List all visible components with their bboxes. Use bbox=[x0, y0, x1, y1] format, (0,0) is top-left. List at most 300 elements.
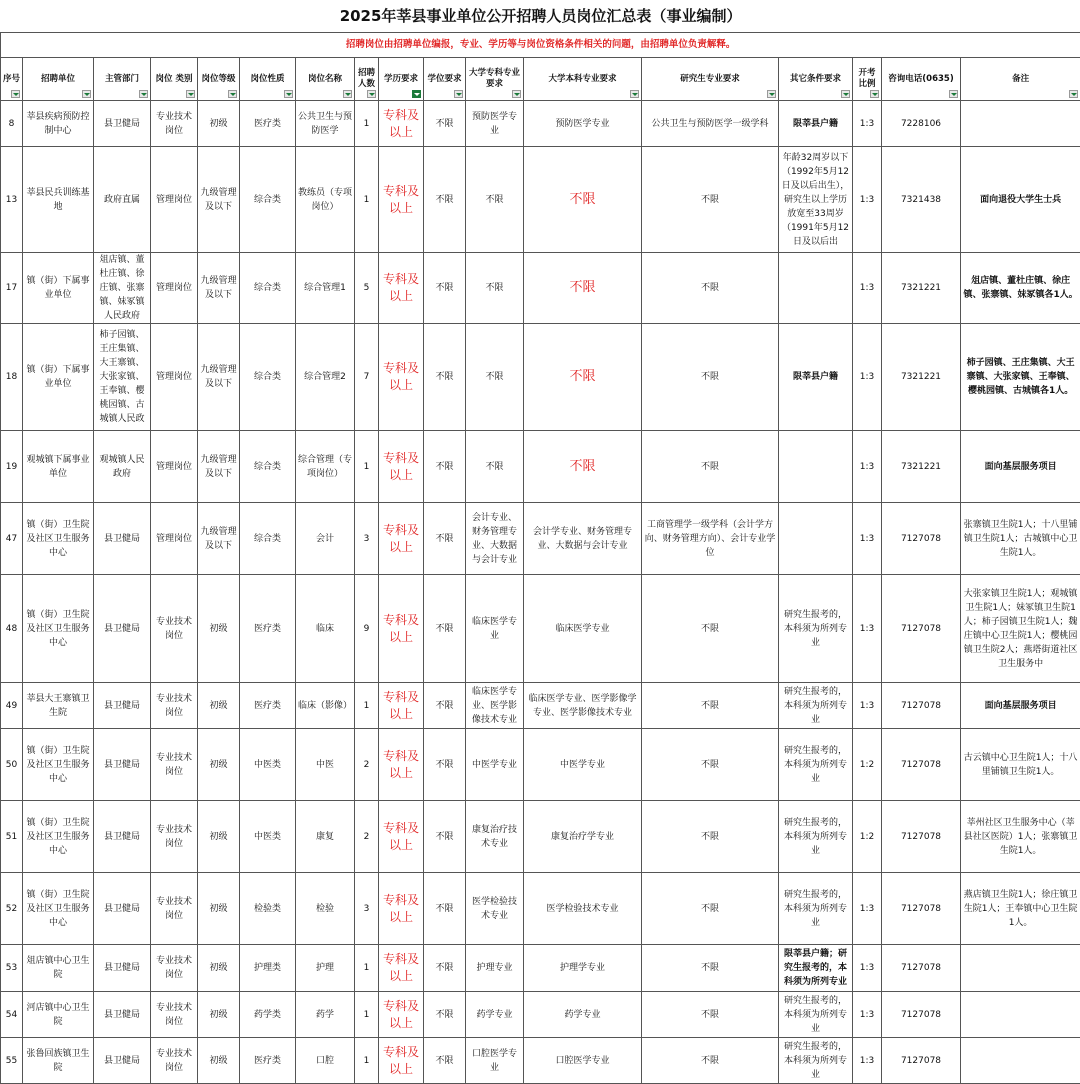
filter-dropdown-icon[interactable] bbox=[512, 90, 521, 98]
table-cell: 县卫健局 bbox=[94, 1038, 151, 1084]
table-cell: 不限 bbox=[424, 683, 466, 729]
table-cell: 不限 bbox=[424, 147, 466, 253]
table-cell: 九级管理及以下 bbox=[198, 503, 240, 575]
table-cell: 专科及以上 bbox=[379, 873, 424, 945]
header-cell bbox=[779, 58, 853, 101]
header-label: 岗位等级 bbox=[201, 74, 235, 84]
filter-dropdown-icon[interactable] bbox=[367, 90, 376, 98]
table-cell: 县卫健局 bbox=[94, 101, 151, 147]
table-cell bbox=[779, 503, 853, 575]
header-cell bbox=[424, 58, 466, 101]
table-cell: 专科及以上 bbox=[379, 1038, 424, 1084]
table-cell: 7321221 bbox=[882, 431, 961, 503]
notice-text: 招聘岗位由招聘单位编报，专业、学历等与岗位资格条件相关的问题，由招聘单位负责解释。 bbox=[1, 33, 1080, 58]
table-cell: 不限 bbox=[424, 873, 466, 945]
table-cell: 1 bbox=[355, 147, 379, 253]
table-cell: 不限 bbox=[424, 945, 466, 992]
header-cell bbox=[961, 58, 1080, 101]
header-label: 研究生专业要求 bbox=[680, 74, 740, 84]
table-cell: 1:3 bbox=[853, 324, 882, 431]
table-cell: 1 bbox=[355, 683, 379, 729]
table-cell: 初级 bbox=[198, 992, 240, 1038]
table-cell: 大张家镇卫生院1人；观城镇卫生院1人；妹冢镇卫生院1人；柿子园镇卫生院1人；魏庄镇中心卫生院1人；樱桃园镇卫生院2人；燕塔街道社区卫生服务中 bbox=[961, 575, 1080, 683]
filter-dropdown-icon[interactable] bbox=[228, 90, 237, 98]
table-cell: 不限 bbox=[424, 575, 466, 683]
table-cell: 莘州社区卫生服务中心（莘县社区医院）1人；张寨镇卫生院1人。 bbox=[961, 801, 1080, 873]
table-cell: 莘县民兵训练基地 bbox=[23, 147, 94, 253]
table-cell: 俎店镇中心卫生院 bbox=[23, 945, 94, 992]
table-cell: 初级 bbox=[198, 945, 240, 992]
table-cell: 公共卫生与预防医学 bbox=[296, 101, 355, 147]
table-cell: 观城镇人民政府 bbox=[94, 431, 151, 503]
table-cell: 限莘县户籍；研究生报考的，本科须为所列专业 bbox=[779, 945, 853, 992]
filter-dropdown-icon[interactable] bbox=[841, 90, 850, 98]
table-cell: 面向退役大学生士兵 bbox=[961, 147, 1080, 253]
table-cell: 管理岗位 bbox=[151, 324, 198, 431]
table-cell: 研究生报考的，本科须为所列专业 bbox=[779, 683, 853, 729]
table-cell: 1:3 bbox=[853, 992, 882, 1038]
table-row bbox=[1, 729, 1080, 801]
table-cell: 54 bbox=[1, 992, 23, 1038]
table-cell: 专科及以上 bbox=[379, 324, 424, 431]
filter-dropdown-icon[interactable] bbox=[186, 90, 195, 98]
table-cell: 1:3 bbox=[853, 503, 882, 575]
table-cell: 综合类 bbox=[240, 503, 296, 575]
header-label: 备注 bbox=[1012, 74, 1029, 84]
table-cell: 医疗类 bbox=[240, 1038, 296, 1084]
table-cell: 初级 bbox=[198, 683, 240, 729]
filter-dropdown-icon[interactable] bbox=[11, 90, 20, 98]
table-cell: 7127078 bbox=[882, 1038, 961, 1084]
header-cell bbox=[23, 58, 94, 101]
table-cell: 48 bbox=[1, 575, 23, 683]
table-row bbox=[1, 992, 1080, 1038]
table-cell: 47 bbox=[1, 503, 23, 575]
table-cell: 研究生报考的，本科须为所列专业 bbox=[779, 1038, 853, 1084]
table-cell: 53 bbox=[1, 945, 23, 992]
table-cell: 年龄32周岁以下（1992年5月12日及以后出生），研究生以上学历放宽至33周岁（1991年5月12日及以后出 bbox=[779, 147, 853, 253]
header-label: 岗位名称 bbox=[308, 74, 342, 84]
table-cell: 综合类 bbox=[240, 147, 296, 253]
table-cell: 不限 bbox=[424, 503, 466, 575]
table-cell: 县卫健局 bbox=[94, 945, 151, 992]
table-cell: 专业技术岗位 bbox=[151, 101, 198, 147]
table-cell: 7127078 bbox=[882, 945, 961, 992]
table-cell: 柿子园镇、王庄集镇、大王寨镇、大张家镇、王奉镇、樱桃园镇、古城镇各1人。 bbox=[961, 324, 1080, 431]
table-cell: 临床 bbox=[296, 575, 355, 683]
table-cell: 综合管理（专项岗位） bbox=[296, 431, 355, 503]
table-cell: 1:3 bbox=[853, 147, 882, 253]
table-cell: 医疗类 bbox=[240, 683, 296, 729]
table-cell: 综合类 bbox=[240, 253, 296, 324]
header-cell bbox=[151, 58, 198, 101]
table-cell: 管理岗位 bbox=[151, 503, 198, 575]
table-cell: 不限 bbox=[642, 253, 779, 324]
table-cell: 不限 bbox=[642, 147, 779, 253]
table-cell: 8 bbox=[1, 101, 23, 147]
table-cell: 研究生报考的，本科须为所列专业 bbox=[779, 801, 853, 873]
table-cell: 52 bbox=[1, 873, 23, 945]
table-cell: 中医学专业 bbox=[524, 729, 642, 801]
table-cell: 俎店镇、董杜庄镇、徐庄镇、张寨镇、妹冢镇各1人。 bbox=[961, 253, 1080, 324]
table-cell: 1 bbox=[355, 101, 379, 147]
table-cell: 7228106 bbox=[882, 101, 961, 147]
table-cell: 九级管理及以下 bbox=[198, 253, 240, 324]
table-cell: 5 bbox=[355, 253, 379, 324]
table-cell: 管理岗位 bbox=[151, 147, 198, 253]
table-cell: 2 bbox=[355, 801, 379, 873]
table-cell: 县卫健局 bbox=[94, 801, 151, 873]
table-cell bbox=[779, 253, 853, 324]
header-label: 岗位 类别 bbox=[156, 74, 193, 84]
table-row bbox=[1, 147, 1080, 253]
table-cell: 7127078 bbox=[882, 683, 961, 729]
table-cell: 专业技术岗位 bbox=[151, 945, 198, 992]
table-cell: 工商管理学一级学科（会计学方向、财务管理方向）、会计专业学位 bbox=[642, 503, 779, 575]
table-cell: 1:3 bbox=[853, 101, 882, 147]
table-row bbox=[1, 101, 1080, 147]
table-cell: 药学专业 bbox=[466, 992, 524, 1038]
table-row bbox=[1, 575, 1080, 683]
header-cell bbox=[94, 58, 151, 101]
table-cell: 7127078 bbox=[882, 503, 961, 575]
table-cell: 俎店镇、董杜庄镇、徐庄镇、张寨镇、妹冢镇人民政府 bbox=[94, 253, 151, 324]
table-cell: 专科及以上 bbox=[379, 101, 424, 147]
table-cell: 7321438 bbox=[882, 147, 961, 253]
table-cell: 古云镇中心卫生院1人；十八里铺镇卫生院1人。 bbox=[961, 729, 1080, 801]
table-cell: 临床医学专业、医学影像技术专业 bbox=[466, 683, 524, 729]
table-cell: 3 bbox=[355, 503, 379, 575]
table-cell: 镇（街）卫生院及社区卫生服务中心 bbox=[23, 575, 94, 683]
table-cell: 初级 bbox=[198, 101, 240, 147]
header-cell bbox=[296, 58, 355, 101]
header-row bbox=[1, 58, 1080, 101]
table-cell: 7127078 bbox=[882, 575, 961, 683]
table-cell: 县卫健局 bbox=[94, 575, 151, 683]
table-cell: 限莘县户籍 bbox=[779, 324, 853, 431]
page-title: 2025年莘县事业单位公开招聘人员岗位汇总表（事业编制） bbox=[1, 0, 1080, 33]
header-label: 学历要求 bbox=[384, 74, 418, 84]
table-cell: 专科及以上 bbox=[379, 945, 424, 992]
table-row bbox=[1, 324, 1080, 431]
table-cell: 康复治疗学专业 bbox=[524, 801, 642, 873]
table-cell: 不限 bbox=[642, 1038, 779, 1084]
table-cell: 不限 bbox=[642, 575, 779, 683]
table-cell: 管理岗位 bbox=[151, 431, 198, 503]
filter-dropdown-icon[interactable] bbox=[949, 90, 958, 98]
header-cell bbox=[642, 58, 779, 101]
table-cell: 康复治疗技术专业 bbox=[466, 801, 524, 873]
filter-dropdown-icon[interactable] bbox=[82, 90, 91, 98]
table-cell: 专科及以上 bbox=[379, 729, 424, 801]
table-cell bbox=[779, 431, 853, 503]
table-cell: 不限 bbox=[524, 253, 642, 324]
table-cell: 柿子园镇、王庄集镇、大王寨镇、大张家镇、王奉镇、樱桃园镇、古城镇人民政 bbox=[94, 324, 151, 431]
table-cell: 1:3 bbox=[853, 253, 882, 324]
table-cell: 不限 bbox=[524, 147, 642, 253]
table-cell: 3 bbox=[355, 873, 379, 945]
table-cell: 河店镇中心卫生院 bbox=[23, 992, 94, 1038]
table-cell bbox=[961, 101, 1080, 147]
table-cell: 专科及以上 bbox=[379, 801, 424, 873]
header-cell bbox=[524, 58, 642, 101]
filter-dropdown-icon[interactable] bbox=[343, 90, 352, 98]
header-label: 主管部门 bbox=[105, 74, 139, 84]
table-row bbox=[1, 945, 1080, 992]
table-cell: 综合管理1 bbox=[296, 253, 355, 324]
header-cell bbox=[1, 58, 23, 101]
table-cell: 初级 bbox=[198, 1038, 240, 1084]
table-cell: 药学专业 bbox=[524, 992, 642, 1038]
header-label: 招聘单位 bbox=[41, 74, 75, 84]
header-label: 学位要求 bbox=[427, 74, 461, 84]
table-cell: 1:3 bbox=[853, 1038, 882, 1084]
table-cell: 专科及以上 bbox=[379, 253, 424, 324]
header-label: 咨询电话(0635) bbox=[888, 74, 953, 84]
table-cell: 专业技术岗位 bbox=[151, 683, 198, 729]
header-cell bbox=[198, 58, 240, 101]
table-cell: 17 bbox=[1, 253, 23, 324]
table-cell: 1:3 bbox=[853, 683, 882, 729]
table-cell: 不限 bbox=[424, 253, 466, 324]
table-cell: 县卫健局 bbox=[94, 503, 151, 575]
table-cell: 镇（街）下属事业单位 bbox=[23, 324, 94, 431]
table-row bbox=[1, 431, 1080, 503]
table-cell: 检验 bbox=[296, 873, 355, 945]
table-cell: 中医学专业 bbox=[466, 729, 524, 801]
table-cell: 临床医学专业、医学影像学专业、医学影像技术专业 bbox=[524, 683, 642, 729]
table-cell: 不限 bbox=[466, 324, 524, 431]
table-cell: 九级管理及以下 bbox=[198, 324, 240, 431]
table-cell: 初级 bbox=[198, 801, 240, 873]
table-cell: 张寨镇卫生院1人；十八里铺镇卫生院1人；古城镇中心卫生院1人。 bbox=[961, 503, 1080, 575]
table-cell: 护理专业 bbox=[466, 945, 524, 992]
table-cell: 7127078 bbox=[882, 992, 961, 1038]
table-cell: 政府直属 bbox=[94, 147, 151, 253]
table-cell: 中医类 bbox=[240, 729, 296, 801]
table-cell: 不限 bbox=[424, 1038, 466, 1084]
table-cell: 不限 bbox=[642, 324, 779, 431]
table-cell: 观城镇下属事业单位 bbox=[23, 431, 94, 503]
table-cell: 护理 bbox=[296, 945, 355, 992]
table-cell: 研究生报考的，本科须为所列专业 bbox=[779, 873, 853, 945]
table-cell: 7127078 bbox=[882, 801, 961, 873]
table-cell: 不限 bbox=[642, 992, 779, 1038]
table-cell: 专科及以上 bbox=[379, 147, 424, 253]
table-cell: 医疗类 bbox=[240, 101, 296, 147]
table-row bbox=[1, 873, 1080, 945]
table-cell: 管理岗位 bbox=[151, 253, 198, 324]
table-cell bbox=[961, 1038, 1080, 1084]
filter-dropdown-icon[interactable] bbox=[454, 90, 463, 98]
header-cell bbox=[466, 58, 524, 101]
table-cell: 药学 bbox=[296, 992, 355, 1038]
table-cell: 检验类 bbox=[240, 873, 296, 945]
table-cell: 护理类 bbox=[240, 945, 296, 992]
table-cell: 不限 bbox=[642, 683, 779, 729]
table-cell: 50 bbox=[1, 729, 23, 801]
table-cell: 初级 bbox=[198, 729, 240, 801]
table-cell: 莘县疾病预防控制中心 bbox=[23, 101, 94, 147]
filter-dropdown-icon[interactable] bbox=[284, 90, 293, 98]
table-cell: 专科及以上 bbox=[379, 503, 424, 575]
table-cell: 专业技术岗位 bbox=[151, 575, 198, 683]
table-cell: 公共卫生与预防医学一级学科 bbox=[642, 101, 779, 147]
table-cell: 镇（街）下属事业单位 bbox=[23, 253, 94, 324]
table-cell: 会计专业、财务管理专业、大数据与会计专业 bbox=[466, 503, 524, 575]
table-cell: 县卫健局 bbox=[94, 683, 151, 729]
table-cell: 研究生报考的，本科须为所列专业 bbox=[779, 729, 853, 801]
table-cell: 1 bbox=[355, 945, 379, 992]
table-row bbox=[1, 1038, 1080, 1084]
table-cell: 中医类 bbox=[240, 801, 296, 873]
table-cell: 不限 bbox=[642, 945, 779, 992]
table-cell bbox=[961, 992, 1080, 1038]
header-cell bbox=[240, 58, 296, 101]
table-cell: 1 bbox=[355, 431, 379, 503]
table-cell: 不限 bbox=[424, 431, 466, 503]
table-cell: 口腔医学专业 bbox=[466, 1038, 524, 1084]
table-cell: 镇（街）卫生院及社区卫生服务中心 bbox=[23, 801, 94, 873]
table-cell: 临床（影像） bbox=[296, 683, 355, 729]
table-cell: 51 bbox=[1, 801, 23, 873]
table-cell: 临床医学专业 bbox=[466, 575, 524, 683]
table-cell: 7321221 bbox=[882, 324, 961, 431]
header-cell bbox=[853, 58, 882, 101]
table-cell: 不限 bbox=[424, 324, 466, 431]
table-cell: 不限 bbox=[424, 992, 466, 1038]
table-cell: 综合类 bbox=[240, 431, 296, 503]
table-cell: 临床医学专业 bbox=[524, 575, 642, 683]
table-cell: 专业技术岗位 bbox=[151, 1038, 198, 1084]
table-cell: 55 bbox=[1, 1038, 23, 1084]
table-cell: 康复 bbox=[296, 801, 355, 873]
table-cell: 7 bbox=[355, 324, 379, 431]
table-cell: 7127078 bbox=[882, 729, 961, 801]
table-cell: 不限 bbox=[424, 729, 466, 801]
filter-dropdown-icon[interactable] bbox=[630, 90, 639, 98]
header-label: 大学本科专业要求 bbox=[548, 74, 616, 84]
table-cell: 预防医学专业 bbox=[466, 101, 524, 147]
table-cell: 专业技术岗位 bbox=[151, 801, 198, 873]
table-row bbox=[1, 253, 1080, 324]
table-cell: 不限 bbox=[642, 873, 779, 945]
table-cell: 专科及以上 bbox=[379, 683, 424, 729]
table-cell: 会计 bbox=[296, 503, 355, 575]
table-cell: 1:3 bbox=[853, 945, 882, 992]
header-label: 开考比例 bbox=[858, 68, 875, 89]
table-cell: 不限 bbox=[466, 147, 524, 253]
table-cell: 县卫健局 bbox=[94, 992, 151, 1038]
filter-dropdown-icon[interactable] bbox=[412, 90, 421, 98]
table-cell: 19 bbox=[1, 431, 23, 503]
table-cell: 1:2 bbox=[853, 801, 882, 873]
table-cell: 专业技术岗位 bbox=[151, 992, 198, 1038]
table-cell: 2 bbox=[355, 729, 379, 801]
table-cell: 综合管理2 bbox=[296, 324, 355, 431]
table-cell: 九级管理及以下 bbox=[198, 147, 240, 253]
table-cell: 张鲁回族镇卫生院 bbox=[23, 1038, 94, 1084]
table-cell: 1:2 bbox=[853, 729, 882, 801]
table-cell: 预防医学专业 bbox=[524, 101, 642, 147]
table-cell: 面向基层服务项目 bbox=[961, 683, 1080, 729]
table-cell: 药学类 bbox=[240, 992, 296, 1038]
table-cell: 研究生报考的，本科须为所列专业 bbox=[779, 575, 853, 683]
table-cell: 中医 bbox=[296, 729, 355, 801]
table-cell: 1:3 bbox=[853, 431, 882, 503]
table-cell: 初级 bbox=[198, 575, 240, 683]
filter-dropdown-icon[interactable] bbox=[767, 90, 776, 98]
header-cell bbox=[379, 58, 424, 101]
table-cell: 限莘县户籍 bbox=[779, 101, 853, 147]
header-label: 岗位性质 bbox=[250, 74, 284, 84]
table-row bbox=[1, 503, 1080, 575]
header-label: 其它条件要求 bbox=[790, 74, 841, 84]
table-cell: 教练员（专项岗位） bbox=[296, 147, 355, 253]
table-cell: 1:3 bbox=[853, 873, 882, 945]
table-cell: 不限 bbox=[642, 431, 779, 503]
table-cell: 专科及以上 bbox=[379, 431, 424, 503]
table-cell: 医学检验技术专业 bbox=[524, 873, 642, 945]
filter-dropdown-icon[interactable] bbox=[1069, 90, 1078, 98]
table-cell: 县卫健局 bbox=[94, 729, 151, 801]
table-cell: 不限 bbox=[424, 101, 466, 147]
header-label: 大学专科专业要求 bbox=[469, 68, 520, 89]
table-row bbox=[1, 801, 1080, 873]
table-cell: 不限 bbox=[524, 324, 642, 431]
table-cell: 9 bbox=[355, 575, 379, 683]
table-cell: 初级 bbox=[198, 873, 240, 945]
table-cell: 不限 bbox=[466, 431, 524, 503]
filter-dropdown-icon[interactable] bbox=[139, 90, 148, 98]
table-cell: 49 bbox=[1, 683, 23, 729]
table-cell: 13 bbox=[1, 147, 23, 253]
table-cell: 专业技术岗位 bbox=[151, 729, 198, 801]
table-cell: 专业技术岗位 bbox=[151, 873, 198, 945]
table-cell: 7321221 bbox=[882, 253, 961, 324]
table-cell: 镇（街）卫生院及社区卫生服务中心 bbox=[23, 873, 94, 945]
table-cell: 燕店镇卫生院1人；徐庄镇卫生院1人；王奉镇中心卫生院1人。 bbox=[961, 873, 1080, 945]
table-cell: 镇（街）卫生院及社区卫生服务中心 bbox=[23, 503, 94, 575]
table-cell: 不限 bbox=[642, 801, 779, 873]
table-cell: 县卫健局 bbox=[94, 873, 151, 945]
header-label: 序号 bbox=[3, 74, 20, 84]
table-cell: 口腔 bbox=[296, 1038, 355, 1084]
table-cell: 不限 bbox=[466, 253, 524, 324]
table-cell: 18 bbox=[1, 324, 23, 431]
table-cell: 面向基层服务项目 bbox=[961, 431, 1080, 503]
table-cell: 医疗类 bbox=[240, 575, 296, 683]
table-cell: 九级管理及以下 bbox=[198, 431, 240, 503]
table-cell: 专科及以上 bbox=[379, 992, 424, 1038]
header-cell bbox=[355, 58, 379, 101]
table-cell: 研究生报考的，本科须为所列专业 bbox=[779, 992, 853, 1038]
table-cell: 专科及以上 bbox=[379, 575, 424, 683]
table-cell: 护理学专业 bbox=[524, 945, 642, 992]
table-cell bbox=[961, 945, 1080, 992]
table-cell: 不限 bbox=[642, 729, 779, 801]
table-cell: 医学检验技术专业 bbox=[466, 873, 524, 945]
table-cell: 综合类 bbox=[240, 324, 296, 431]
table-cell: 会计学专业、财务管理专业、大数据与会计专业 bbox=[524, 503, 642, 575]
table-cell: 不限 bbox=[524, 431, 642, 503]
filter-dropdown-icon[interactable] bbox=[870, 90, 879, 98]
table-cell: 不限 bbox=[424, 801, 466, 873]
header-cell bbox=[882, 58, 961, 101]
table-row bbox=[1, 683, 1080, 729]
table-cell: 1:3 bbox=[853, 575, 882, 683]
table-cell: 口腔医学专业 bbox=[524, 1038, 642, 1084]
